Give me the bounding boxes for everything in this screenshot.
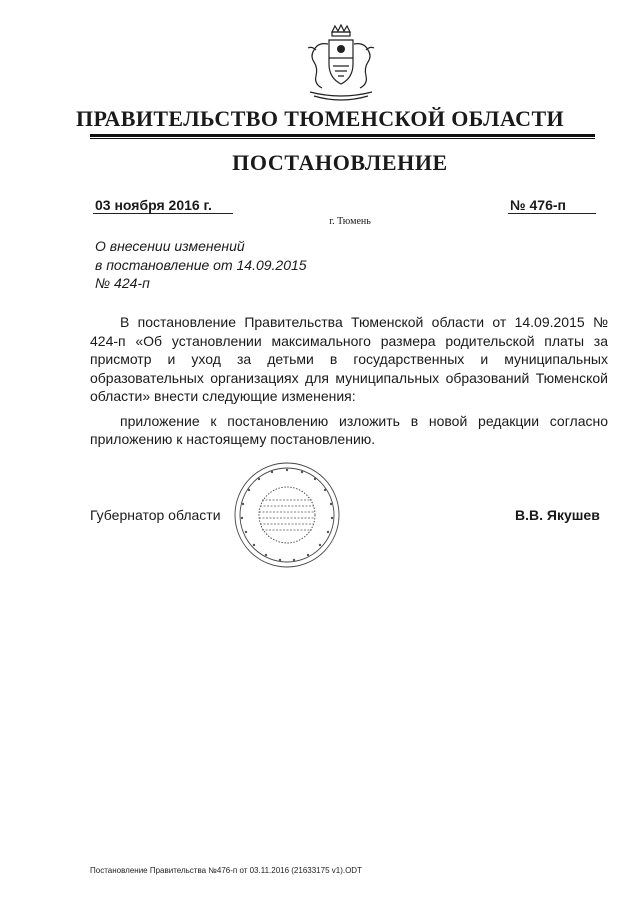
subject-line: в постановление от 14.09.2015 [95,256,307,273]
coat-of-arms-icon [300,22,382,104]
body-paragraph: В постановление Правительства Тюменской области от 14.09.2015 № 424-п «Об установлении максимального размера родительской платы за присмотр и уход за детьми в государственных и муниципальных образовательных организациях для муниципальных образований Тюменской области» внести следующие изменения: [90,314,608,404]
document-city: г. Тюмень [329,216,371,227]
stamp-seal-icon [232,460,342,570]
document-type: ПОСТАНОВЛЕНИЕ [232,150,448,175]
body-paragraph: приложение к постановлению изложить в новой редакции согласно приложению к настоящему постановлению. [90,412,608,447]
header-rule [90,134,595,137]
number-underline [508,213,596,214]
document-number: № 476-п [510,197,566,213]
header-rule-thin [90,138,595,139]
document-body [90,313,608,449]
subject-line: № 424-п [95,275,150,291]
signer-position: Губернатор области [90,507,221,523]
document-footer: Постановление Правительства №476-п от 03.11.2016 (21633175 v1).ODT [90,866,362,875]
document-subject [95,237,307,293]
government-title: ПРАВИТЕЛЬСТВО ТЮМЕНСКОЙ ОБЛАСТИ [75,106,565,131]
signer-name: В.В. Якушев [515,507,600,523]
date-underline [93,213,233,214]
subject-line: О внесении изменений [95,238,245,254]
document-date: 03 ноября 2016 г. [95,197,212,213]
